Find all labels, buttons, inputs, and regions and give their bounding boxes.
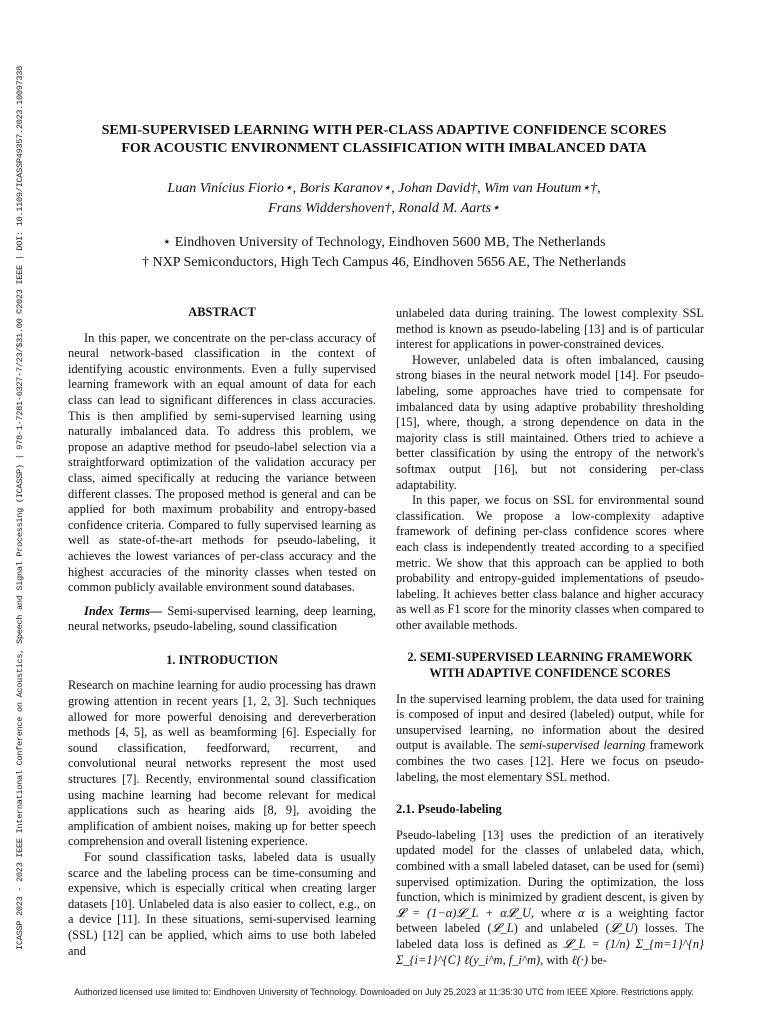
right-column: [396, 306, 704, 968]
s21-text-e: ) losses. The labeled data loss is defined as: [396, 921, 704, 951]
s21-text-b: , where: [530, 905, 578, 920]
loss-function-symbol: ℓ(·): [571, 952, 588, 967]
section-2-heading-line-1: 2. SEMI-SUPERVISED LEARNING FRAMEWORK: [407, 650, 693, 665]
labeled-loss-symbol: 𝓛_L: [491, 921, 514, 936]
side-copyright-strip: [8, 66, 28, 950]
authors-line-2: Frans Widdershoven†, Ronald M. Aarts⋆: [268, 201, 500, 216]
author-list: [60, 179, 708, 219]
authors-line-1: Luan Vinícius Fiorio⋆, Boris Karanov⋆, Johan David†, Wim van Houtum⋆†,: [167, 181, 601, 196]
s21-text-g: be-: [588, 952, 607, 967]
index-terms-text: Semi-supervised learning, deep learning, neural networks, pseudo-labeling, sound classification: [68, 603, 376, 634]
index-terms: [68, 604, 376, 635]
right-paragraph-2: However, unlabeled data is often imbalanced, causing strong biases in the neural network model [14]. For pseudo-labeling, some approaches have tried to compensate for imbalanced data by using adaptive probability thresholding [15], where, though, a strong dependence on data in the majority class is still maintained. Others tried to achieve a better classification by using the entropy of the network's softmax output [16], but not considering per-class adaptability.: [396, 352, 704, 492]
license-footer: Authorized licensed use limited to: Eindhoven University of Technology. Downloaded on July 25,2023 at 11:35:30 UTC from IEEE Xplore. Restrictions apply.: [74, 987, 694, 997]
s21-text-c: is a weighting factor between labeled (: [396, 905, 704, 936]
s2p1-text-a: In the supervised learning problem, the data used for training is composed of input and desired (labeled) output, while for unsupervised learning, no information about the desired output is available. The: [396, 691, 704, 753]
left-column: [68, 305, 376, 959]
s21-text-f: , with: [540, 952, 572, 967]
unlabeled-loss-symbol: 𝓛_U: [609, 921, 634, 936]
subsection-2-1-heading: 2.1. Pseudo-labeling: [396, 802, 502, 817]
abstract-heading: ABSTRACT: [188, 305, 256, 319]
section-2-heading: [396, 650, 704, 681]
title-line-2: FOR ACOUSTIC ENVIRONMENT CLASSIFICATION WITH IMBALANCED DATA: [121, 141, 647, 156]
index-terms-label: Index Terms—: [84, 603, 163, 618]
s2p1-emphasis: semi-supervised learning: [519, 738, 646, 753]
affiliation-2: † NXP Semiconductors, High Tech Campus 46, Eindhoven 5656 AE, The Netherlands: [141, 255, 627, 270]
paper-title: [60, 122, 708, 158]
loss-equation: 𝓛 = (1−α)𝓛_L + α𝓛_U: [396, 905, 531, 920]
title-line-1: SEMI-SUPERVISED LEARNING WITH PER-CLASS ADAPTIVE CONFIDENCE SCORES: [101, 123, 667, 138]
alpha-symbol: α: [577, 905, 585, 920]
subsection-2-1-paragraph: [396, 828, 704, 968]
intro-paragraph-1: Research on machine learning for audio processing has drawn growing attention in recent years [1, 2, 3]. Such techniques allowed for more powerful denoising and dereverberation methods [4, 5], as well as beamforming [6]. Especially for sound classification, feedforward, recurrent, and convolutional neural networks represent the most used structures [7]. Recently, environmental sound classification using machine learning had become relevant for medical applications such as hearing aids [8, 9], avoiding the amplification of ambient noises, making up for better speech comprehension and overall listening experience.: [68, 678, 376, 849]
section-2-heading-line-2: WITH ADAPTIVE CONFIDENCE SCORES: [429, 666, 671, 681]
right-paragraph-1: unlabeled data during training. The lowest complexity SSL method is known as pseudo-labeling [13] and is of particular interest for applications in power-constrained devices.: [396, 306, 704, 352]
affiliation-1: ⋆ Eindhoven University of Technology, Eindhoven 5600 MB, The Netherlands: [162, 235, 606, 250]
s21-text-d: ) and unlabeled (: [513, 921, 610, 936]
s21-text-a: Pseudo-labeling [13] uses the prediction of an iteratively updated model for the classes of unlabeled data, which, combined with a small labeled dataset, can be used for (semi) supervised optimization. During the optimization, the loss function, which is minimized by gradient descent, is given by: [396, 827, 704, 905]
labeled-loss-equation: 𝓛_L = (1/n) Σ_{m=1}^{n} Σ_{i=1}^{C} ℓ(y_i^m, f_i^m): [396, 936, 704, 967]
affiliations: [60, 233, 708, 273]
side-copyright-text: ICASSP 2023 - 2023 IEEE International Conference on Acoustics, Speech and Signal Processing (ICASSP) | 978-1-7281-6327-7/23/$31.00 ©2023 IEEE | DOI: 10.1109/ICASSP49357.2023.10097338: [15, 66, 25, 950]
right-paragraph-3: In this paper, we focus on SSL for environmental sound classification. We propose a low-complexity adaptive framework of defining per-class confidence scores where each class is independently treated according to a specified metric. We show that this approach can be applied to both probability and entropy-guided implementations of pseudo-labeling. It achieves better class balance and higher accuracy as well as F1 score for the minority classes when compared to other available methods.: [396, 493, 704, 632]
abstract-text: In this paper, we concentrate on the per-class accuracy of neural network-based classification in the context of identifying acoustic environments. Even a fully supervised learning framework with an equal amount of data for each class can lead to significant differences in class accuracies. This is then amplified by semi-supervised learning using naturally imbalanced data. To address this problem, we propose an adaptive method for pseudo-label selection via a straightforward optimization of the validation accuracy per class, aimed specifically at reducing the variance between different classes. The proposed method is general and can be applied for both maximum probability and entropy-based confidence criteria. Compared to fully supervised learning as well as state-of-the-art methods for pseudo-labeling, it achieves the lowest variances of per-class accuracy and the highest accuracies of the minority classes when tested on common publicly available environment sound databases.: [68, 330, 376, 595]
s2p1-text-b: framework combines the two cases [12]. Here we focus on pseudo-labeling, the most elementary SSL method.: [396, 738, 704, 784]
intro-paragraph-2: For sound classification tasks, labeled data is usually scarce and the labeling process can be time-consuming and expensive, which is especially critical when creating larger datasets [10]. Unlabeled data is also easier to collect, e.g., on a device [11]. In these situations, semi-supervised learning (SSL) [12] can be applied, which aims to use both labeled and: [68, 850, 376, 958]
section-2-paragraph-1: [396, 692, 704, 786]
introduction-heading: 1. INTRODUCTION: [166, 652, 278, 667]
